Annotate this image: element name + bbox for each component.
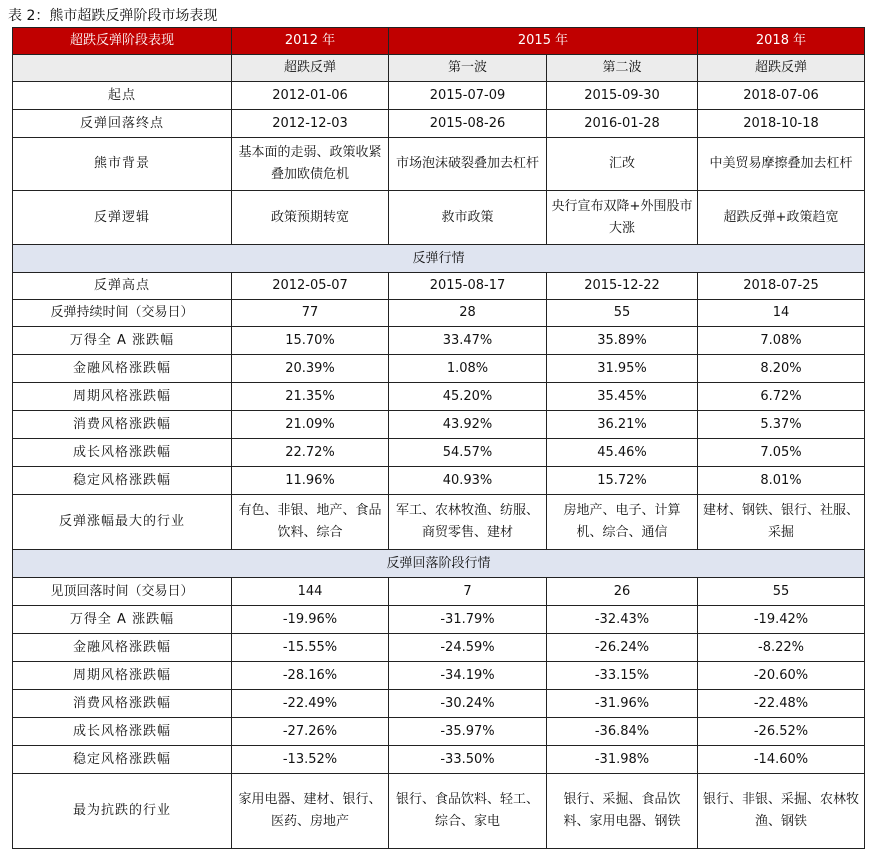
- table-cell: 21.35%: [232, 383, 389, 411]
- table-cell: 7.05%: [698, 439, 865, 467]
- table-cell: -20.60%: [698, 662, 865, 690]
- table-cell: 2015-12-22: [547, 273, 698, 300]
- table-cell: 汇改: [547, 138, 698, 191]
- table-cell: 28: [389, 300, 547, 327]
- table-row: [13, 467, 865, 495]
- table-cell: 军工、农林牧渔、纺服、商贸零售、建材: [389, 495, 547, 550]
- header-corner: 超跌反弹阶段表现: [13, 28, 232, 55]
- row-label: 反弹高点: [13, 273, 232, 300]
- row-label: 周期风格涨跌幅: [13, 383, 232, 411]
- table-row: [13, 383, 865, 411]
- table-row: [13, 634, 865, 662]
- row-label: 成长风格涨跌幅: [13, 718, 232, 746]
- table-cell: -15.55%: [232, 634, 389, 662]
- table-cell: 2012-01-06: [232, 82, 389, 110]
- table-cell: 26: [547, 578, 698, 606]
- table-cell: 43.92%: [389, 411, 547, 439]
- row-label: 消费风格涨跌幅: [13, 690, 232, 718]
- table-cell: -31.79%: [389, 606, 547, 634]
- table-cell: -24.59%: [389, 634, 547, 662]
- table-cell: 35.89%: [547, 327, 698, 355]
- section-title: 反弹回落阶段行情: [13, 550, 865, 578]
- row-label: 万得全 A 涨跌幅: [13, 327, 232, 355]
- row-label: 稳定风格涨跌幅: [13, 746, 232, 774]
- row-label: 稳定风格涨跌幅: [13, 467, 232, 495]
- table-cell: 银行、非银、采掘、农林牧渔、钢铁: [698, 774, 865, 849]
- table-cell: -32.43%: [547, 606, 698, 634]
- table-cell: -27.26%: [232, 718, 389, 746]
- row-label: 金融风格涨跌幅: [13, 355, 232, 383]
- table-cell: -19.42%: [698, 606, 865, 634]
- table-cell: 22.72%: [232, 439, 389, 467]
- row-label: 反弹涨幅最大的行业: [13, 495, 232, 550]
- table-cell: 14: [698, 300, 865, 327]
- subheader-cell: 第一波: [389, 55, 547, 82]
- table-cell: 政策预期转宽: [232, 191, 389, 245]
- row-label: 周期风格涨跌幅: [13, 662, 232, 690]
- table-cell: 40.93%: [389, 467, 547, 495]
- table-cell: -13.52%: [232, 746, 389, 774]
- table-cell: -34.19%: [389, 662, 547, 690]
- table-cell: 2015-08-17: [389, 273, 547, 300]
- table-cell: 55: [547, 300, 698, 327]
- table-cell: 有色、非银、地产、食品饮料、综合: [232, 495, 389, 550]
- table-cell: 超跌反弹+政策趋宽: [698, 191, 865, 245]
- table-cell: 21.09%: [232, 411, 389, 439]
- table-cell: -30.24%: [389, 690, 547, 718]
- table-cell: 54.57%: [389, 439, 547, 467]
- row-label: 万得全 A 涨跌幅: [13, 606, 232, 634]
- table-row: [13, 495, 865, 550]
- table-cell: 5.37%: [698, 411, 865, 439]
- table-cell: 2012-12-03: [232, 110, 389, 138]
- table-cell: 7.08%: [698, 327, 865, 355]
- table-cell: -26.52%: [698, 718, 865, 746]
- row-label: 反弹逻辑: [13, 191, 232, 245]
- table-cell: 45.46%: [547, 439, 698, 467]
- section-row-rebound: [13, 245, 865, 273]
- table-cell: -8.22%: [698, 634, 865, 662]
- table-cell: 6.72%: [698, 383, 865, 411]
- table-cell: 中美贸易摩擦叠加去杠杆: [698, 138, 865, 191]
- table-cell: 35.45%: [547, 383, 698, 411]
- table-cell: 2015-09-30: [547, 82, 698, 110]
- table-cell: 2015-08-26: [389, 110, 547, 138]
- row-label: 熊市背景: [13, 138, 232, 191]
- table-row: [13, 578, 865, 606]
- table-cell: 15.72%: [547, 467, 698, 495]
- table-cell: 55: [698, 578, 865, 606]
- table-row: [13, 662, 865, 690]
- table-row: [13, 690, 865, 718]
- subheader-cell: 第二波: [547, 55, 698, 82]
- table-cell: 建材、钢铁、银行、社服、采掘: [698, 495, 865, 550]
- table-cell: 8.01%: [698, 467, 865, 495]
- table-cell: 20.39%: [232, 355, 389, 383]
- table-row: [13, 82, 865, 110]
- row-label: 最为抗跌的行业: [13, 774, 232, 849]
- table-cell: 1.08%: [389, 355, 547, 383]
- subheader-row: [13, 55, 865, 82]
- table-cell: 2018-07-25: [698, 273, 865, 300]
- table-cell: 2012-05-07: [232, 273, 389, 300]
- header-year-2012: 2012 年: [232, 28, 389, 55]
- row-label: 反弹持续时间（交易日）: [13, 300, 232, 327]
- table-cell: 144: [232, 578, 389, 606]
- table-cell: 2016-01-28: [547, 110, 698, 138]
- table-cell: 45.20%: [389, 383, 547, 411]
- table-row: [13, 273, 865, 300]
- table-cell: -33.50%: [389, 746, 547, 774]
- row-label: 起点: [13, 82, 232, 110]
- table-row: [13, 300, 865, 327]
- row-label: 消费风格涨跌幅: [13, 411, 232, 439]
- table-cell: 银行、食品饮料、轻工、综合、家电: [389, 774, 547, 849]
- table-row: [13, 439, 865, 467]
- table-cell: 2015-07-09: [389, 82, 547, 110]
- table-cell: -19.96%: [232, 606, 389, 634]
- table-cell: -36.84%: [547, 718, 698, 746]
- row-label: 成长风格涨跌幅: [13, 439, 232, 467]
- table-cell: 央行宣布双降+外围股市大涨: [547, 191, 698, 245]
- table-cell: 救市政策: [389, 191, 547, 245]
- row-label: 金融风格涨跌幅: [13, 634, 232, 662]
- table-cell: 2018-10-18: [698, 110, 865, 138]
- section-row-pullback: [13, 550, 865, 578]
- header-year-2015: 2015 年: [389, 28, 698, 55]
- table-cell: -33.15%: [547, 662, 698, 690]
- subheader-blank: [13, 55, 232, 82]
- table-cell: -28.16%: [232, 662, 389, 690]
- table-cell: 银行、采掘、食品饮料、家用电器、钢铁: [547, 774, 698, 849]
- table-row: [13, 774, 865, 849]
- row-label: 见顶回落时间（交易日）: [13, 578, 232, 606]
- table-row: [13, 746, 865, 774]
- table-row: [13, 327, 865, 355]
- table-cell: 家用电器、建材、银行、医药、房地产: [232, 774, 389, 849]
- header-row: [13, 28, 865, 55]
- table-cell: 市场泡沫破裂叠加去杠杆: [389, 138, 547, 191]
- table-cell: -14.60%: [698, 746, 865, 774]
- table-cell: 基本面的走弱、政策收紧叠加欧债危机: [232, 138, 389, 191]
- rebound-table: [12, 27, 865, 849]
- table-cell: 36.21%: [547, 411, 698, 439]
- table-cell: -22.49%: [232, 690, 389, 718]
- table-cell: 11.96%: [232, 467, 389, 495]
- table-cell: 15.70%: [232, 327, 389, 355]
- table-row: [13, 191, 865, 245]
- table-caption: 表 2：熊市超跌反弹阶段市场表现: [8, 8, 218, 24]
- table-cell: 7: [389, 578, 547, 606]
- table-cell: 31.95%: [547, 355, 698, 383]
- section-title: 反弹行情: [13, 245, 865, 273]
- subheader-cell: 超跌反弹: [232, 55, 389, 82]
- subheader-cell: 超跌反弹: [698, 55, 865, 82]
- table-cell: -22.48%: [698, 690, 865, 718]
- table-cell: -31.96%: [547, 690, 698, 718]
- table-row: [13, 718, 865, 746]
- table-cell: 2018-07-06: [698, 82, 865, 110]
- row-label: 反弹回落终点: [13, 110, 232, 138]
- table-row: [13, 138, 865, 191]
- table-row: [13, 606, 865, 634]
- table-cell: -35.97%: [389, 718, 547, 746]
- header-year-2018: 2018 年: [698, 28, 865, 55]
- table-cell: 房地产、电子、计算机、综合、通信: [547, 495, 698, 550]
- table-cell: 77: [232, 300, 389, 327]
- table-row: [13, 110, 865, 138]
- table-row: [13, 411, 865, 439]
- table-row: [13, 355, 865, 383]
- table-cell: -31.98%: [547, 746, 698, 774]
- table-cell: 33.47%: [389, 327, 547, 355]
- table-cell: 8.20%: [698, 355, 865, 383]
- table-cell: -26.24%: [547, 634, 698, 662]
